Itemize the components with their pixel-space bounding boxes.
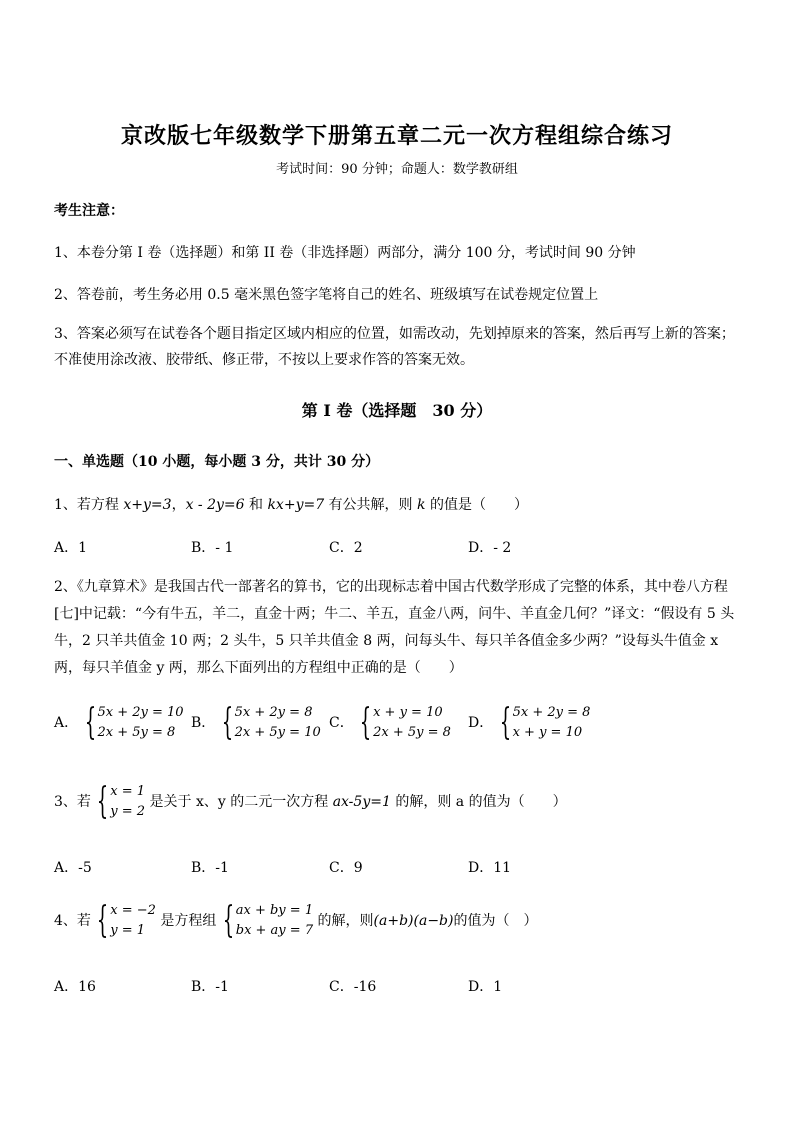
part-one-title: 第 I 卷（选择题 30 分）: [301, 401, 493, 420]
q3-option-b[interactable]: B．-1: [191, 860, 229, 876]
q1-equation-1: x+y=3: [123, 497, 172, 513]
question-2: 2、《九章算术》是我国古代一部著名的算书，它的出现标志着中国古代数学形成了完整的体系，其中卷八方程[七]中记载：“今有牛五，羊二，直金十两；牛二、羊五，直金八两，问牛、羊直金几何？”译文：“假设有 5 头牛，2 只羊共值金 10 两；2 头牛，5 只羊共值金 8 两，问每头牛、每只羊各值金多少两？”设每头牛值金 x 两，每只羊值金 y 两，那么下面列出的方程组中正确的是（ ）: [54, 579, 735, 676]
question-4: [54, 901, 537, 941]
q2-b-line-2: 2x + 5y = 10: [234, 725, 321, 740]
q2-option-d-label: D．: [468, 715, 494, 731]
notice-item-3: 3、答案必须写在试卷各个题目指定区域内相应的位置，如需改动，先划掉原来的答案，然后再写上新的答案；不准使用涂改液、胶带纸、修正带，不按以上要求作答的答案无效。: [54, 326, 735, 368]
q1-variable-k: k: [417, 497, 426, 513]
brace-icon: {: [84, 702, 96, 743]
notice-heading: 考生注意：: [54, 203, 124, 219]
q4-option-c[interactable]: C．-16: [329, 979, 377, 995]
q2-a-line-2: 2x + 5y = 8: [97, 725, 176, 740]
q3-suffix: 的解，则 a 的值为（ ）: [395, 794, 567, 810]
q4-option-a[interactable]: A．16: [54, 979, 96, 995]
q3-option-d[interactable]: D．11: [468, 860, 512, 876]
q2-option-d[interactable]: [468, 703, 590, 743]
q2-option-a-label: A．: [54, 715, 79, 731]
q1-and: 和: [249, 497, 263, 513]
q4-option-b[interactable]: B．-1: [191, 979, 229, 995]
q1-suffix: 有公共解，则: [328, 497, 413, 513]
notice-item-2: 2、答卷前，考生务必用 0.5 毫米黑色签字笔将自己的姓名、班级填写在试卷规定位置上: [54, 287, 599, 303]
q3-option-a[interactable]: A．-5: [54, 860, 92, 876]
page-title: 京改版七年级数学下册第五章二元一次方程组综合练习: [120, 123, 673, 149]
brace-icon: {: [97, 900, 109, 941]
brace-icon: {: [222, 900, 235, 941]
q1-option-b[interactable]: B．- 1: [191, 540, 234, 556]
q1-equation-2: x - 2y=6: [185, 497, 245, 513]
q4-sys-line-1: ax + by = 1: [235, 903, 314, 918]
q1-equation-3: kx+y=7: [267, 497, 325, 513]
q4-option-d[interactable]: D．1: [468, 979, 503, 995]
brace-icon: {: [97, 781, 109, 822]
notice-item-1: 1、本卷分第 I 卷（选择题）和第 II 卷（非选择题）两部分，满分 100 分，考试时间 90 分钟: [54, 245, 636, 261]
q2-d-line-2: x + y = 10: [512, 725, 583, 740]
q3-sol-line-2: y = 2: [110, 804, 146, 819]
q3-sol-line-1: x = 1: [110, 784, 146, 799]
section-title: 一、单选题（10 小题，每小题 3 分，共计 30 分）: [54, 454, 380, 470]
exam-info: 考试时间：90 分钟；命题人：数学教研组: [276, 162, 518, 177]
q4-sol-line-2: y = 1: [110, 923, 146, 938]
q2-option-a[interactable]: [54, 703, 184, 743]
q3-prefix: 3、若: [54, 794, 91, 810]
q4-end: 的值为（ ）: [453, 913, 538, 929]
q1-option-c[interactable]: C．2: [329, 540, 363, 556]
brace-icon: {: [499, 702, 511, 743]
q1-prefix: 1、若方程: [54, 497, 119, 513]
q2-option-c-label: C．: [329, 715, 354, 731]
q2-c-line-1: x + y = 10: [373, 705, 443, 720]
q2-c-line-2: 2x + 5y = 8: [373, 725, 451, 740]
q1-option-a[interactable]: A．1: [54, 540, 88, 556]
q2-option-b-label: B．: [191, 715, 216, 731]
q4-middle: 是方程组: [160, 913, 217, 929]
q1-option-d[interactable]: D．- 2: [468, 540, 512, 556]
brace-icon: {: [359, 702, 372, 743]
q1-separator: ，: [171, 497, 186, 513]
q4-expression: (a+b)(a−b): [373, 913, 454, 929]
q4-suffix: 的解，则: [317, 913, 374, 929]
q3-equation: ax-5y=1: [332, 794, 391, 810]
q4-prefix: 4、若: [54, 913, 91, 929]
q2-option-c[interactable]: [329, 703, 451, 743]
q4-sol-line-1: x = −2: [110, 903, 156, 918]
q3-middle: 是关于 x、y 的二元一次方程: [149, 794, 329, 810]
q1-end: 的值是（ ）: [429, 497, 528, 513]
question-1: [54, 494, 528, 514]
q3-option-c[interactable]: C．9: [329, 860, 363, 876]
q2-b-line-1: 5x + 2y = 8: [234, 705, 313, 720]
q2-option-b[interactable]: [191, 703, 321, 743]
q2-d-line-1: 5x + 2y = 8: [512, 705, 591, 720]
q2-a-line-1: 5x + 2y = 10: [97, 705, 184, 720]
brace-icon: {: [221, 702, 233, 743]
question-3: [54, 782, 567, 822]
q4-sys-line-2: bx + ay = 7: [235, 923, 314, 938]
